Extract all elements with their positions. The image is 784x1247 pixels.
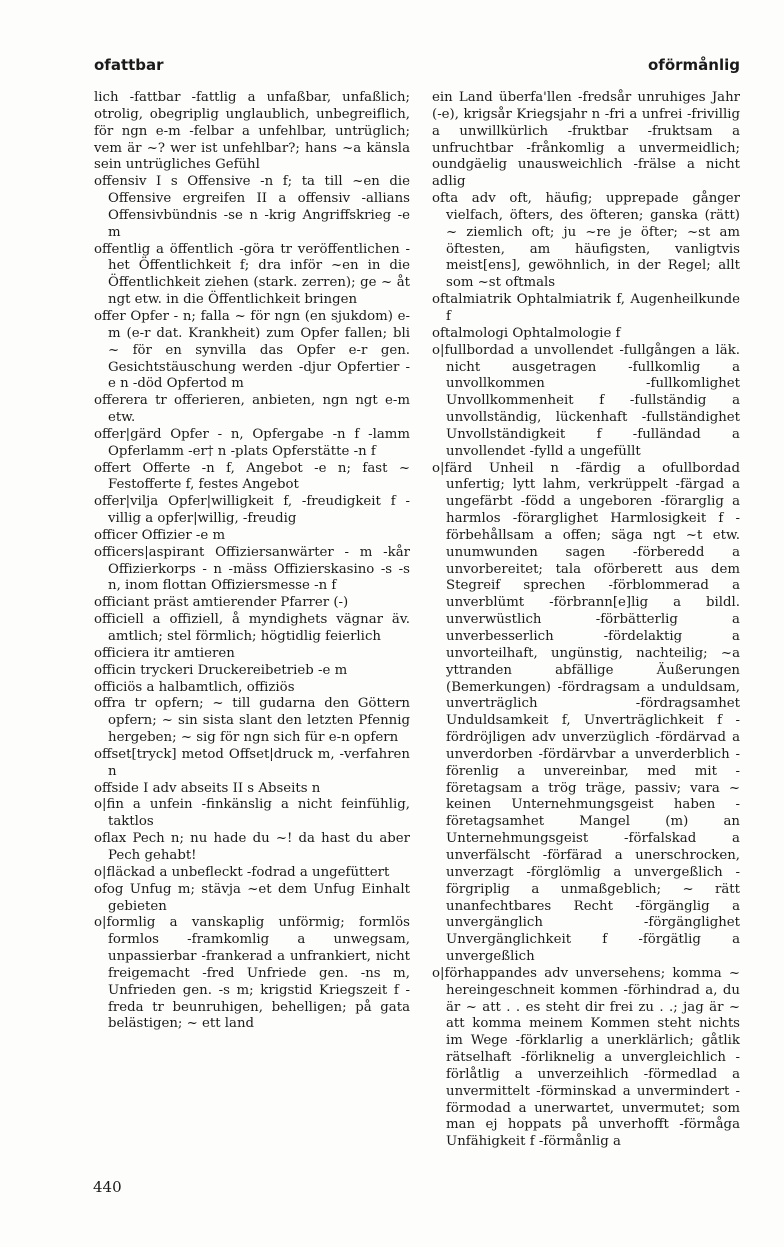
dictionary-entry: o|färd Unheil n -färdig a ofullbordad unfertig; lytt lahm, verkrüppelt -färgad a ungefärbt -född a ungeboren -förarglig a harmlos -förarglighet Harmlosigkeit f -förbehållsam a offen; säga ngt ~t etw. unumwunden sagen -förberedd a unvorbereitet; tala oförberett aus dem Stegreif sprechen -förblommerad a unverblümt -förbrann[e]lig a bildl. unverwüstlich -förbätterlig a unverbesserlich -fördelaktig a unvorteilhaft, ungünstig, nachteilig; ~a yttranden abfällige Äußerungen (Bemerkungen) -fördragsam a unduldsam, unverträglich -fördragsamhet Unduldsamkeit f, Unverträglichkeit f -fördröjligen adv unverzüglich -fördärvad a unverdorben -fördärvbar a unverderblich -förenlig a unvereinbar, med mit -företagsam a trög träge, passiv; vara ~ keinen Unternehmungsgeist haben -företagsamhet Mangel (m) an Unternehmungsgeist -förfalskad a unverfälscht -förfärad a unerschrocken, unverzagt -förglömlig a unvergeßlich -förgriplig a unmaßgeblich; ~ rätt unanfechtbares Recht -förgänglig a unvergänglich -förgänglighet Unvergänglichkeit f -förgätlig a unvergeßlich <box>432 460 740 965</box>
page-number: 440 <box>93 1178 122 1196</box>
dictionary-entry: officer Offizier -e m <box>94 527 226 543</box>
dictionary-entry: o|fin a unfein -finkänslig a nicht feinfühlig, taktlos <box>94 797 410 830</box>
header-last-entry: oförmånlig <box>648 56 740 74</box>
running-header <box>94 56 740 80</box>
dictionary-entry: offensiv I s Offensive -n f; ta till ~en die Offensive ergreifen II a offensiv -allians Offensivbündnis -se n -krig Angriffskrieg -e m <box>94 174 410 240</box>
dictionary-entry: officers|aspirant Offiziersanwärter - m -kår Offizierkorps - n -mäss Offizierskasino -s -s n, inom flottan Offiziersmesse -n f <box>94 544 410 594</box>
dictionary-entry: offerera tr offerieren, anbieten, ngn ngt e-m etw. <box>94 393 410 426</box>
dictionary-entry: o|förhappandes adv unversehens; komma ~ hereingeschneit kommen -förhindrad a, du är ~ att . . es steht dir frei zu . .; jag är ~ att komma meinem Kommen steht nichts im Wege -förklarlig a unerklärlich; gåtlik rätselhaft -förliknelig a unvergleichlich -förlåtlig a unverzeihlich -förmedlad a unvermittelt -förminskad a unvermindert -förmodad a unerwartet, unvermutet; som man ej hoppats på unverhofft -förmåga Unfähigkeit f -förmånlig a <box>432 965 740 1150</box>
dictionary-entry: o|formlig a vanskaplig unförmig; formlös formlos -framkomlig a unwegsam, unpassierbar -frankerad a unfrankiert, nicht freigemacht -fred Unfriede gen. -ns m, Unfrieden gen. -s m; krigstid Kriegszeit f -freda tr beunruhigen, behelligen; på gata belästigen; ~ ett land <box>94 915 410 1032</box>
dictionary-entry: offside I adv abseits II s Abseits n <box>94 780 321 796</box>
dictionary-entry: offentlig a öffentlich -göra tr veröffentlichen -het Öffentlichkeit f; dra inför ~en in die Öffentlichkeit ziehen (stark. zerren); ge ~ åt ngt etw. in die Öffentlichkeit bringen <box>94 241 410 308</box>
dictionary-entry: oftalmologi Ophtalmologie f <box>432 325 621 341</box>
dictionary-entry: officiös a halbamtlich, offiziös <box>94 679 295 695</box>
dictionary-entry: oflax Pech n; nu hade du ~! da hast du aber Pech gehabt! <box>94 831 410 863</box>
dictionary-entry: o|fullbordad a unvollendet -fullgången a läk. nicht ausgetragen -fullkomlig a unvollkommen -fullkomlighet Unvollkommenheit f -fullständig a unvollständig, lückenhaft -fullständighet Unvollständigkeit f -fulländad a unvollendet -fylld a ungefüllt <box>432 342 740 459</box>
dictionary-entry: offert Offerte -n f, Angebot -e n; fast ~ Festofferte f, festes Angebot <box>94 460 410 493</box>
dictionary-entry: offer Opfer - n; falla ~ för ngn (en sjukdom) e-m (e-r dat. Krankheit) zum Opfer fallen; bli ~ för en synvilla das Opfer e-r gen. Gesichtstäuschung werden -djur Opfertier -e n -död Opfertod m <box>94 308 410 392</box>
dictionary-entry: ofta adv oft, häufig; upprepade gånger vielfach, öfters, des öfteren; ganska (rätt) ~ ziemlich oft; ju ~re je öfter; ~st am öftesten, am häufigsten, vanligtvis meist[ens], gewöhnlich, in der Regel; allt som ~st oftmals <box>432 191 740 291</box>
dictionary-entry: ofog Unfug m; stävja ~et dem Unfug Einhalt gebieten <box>94 881 410 914</box>
dictionary-entry: oftalmiatrik Ophtalmiatrik f, Augenheilkunde f <box>432 292 740 324</box>
dictionary-entry: offer|vilja Opfer|willigkeit f, -freudigkeit f -villig a opfer|willig, -freudig <box>94 494 410 527</box>
dictionary-entry: offra tr opfern; ~ till gudarna den Göttern opfern; ~ sin sista slant den letzten Pfennig hergeben; ~ sig för ngn sich für e-n opfern <box>94 696 410 746</box>
left-column <box>94 90 410 1033</box>
right-column <box>432 90 740 1151</box>
dictionary-entry: ein Land überfa'llen -fredsår unruhiges Jahr (-e), krigsår Kriegsjahr n -fri a unfrei -frivillig a unwillkürlich -fruktbar -fruktsam a unfruchtbar -frånkomlig a unvermeidlich; oundgäelig unausweichlich -frälse a nicht adlig <box>432 90 740 190</box>
dictionary-entry: officiant präst amtierender Pfarrer (-) <box>94 595 349 611</box>
dictionary-entry: lich -fattbar -fattlig a unfaßbar, unfaßlich; otrolig, obegriplig unglaublich, unbegreiflich, för ngn e-m -felbar a unfehlbar, untrüglich; vem är ~? wer ist unfehlbar?; hans ~a känsla sein untrügliches Gefühl <box>94 90 410 173</box>
dictionary-entry: offer|gärd Opfer - n, Opfergabe -n f -lamm Opferlamm -er† n -plats Opferstätte -n f <box>94 426 410 459</box>
dictionary-entry: o|fläckad a unbefleckt -fodrad a ungefüttert <box>94 864 390 880</box>
dictionary-entry: officiell a offiziell, å myndighets vägnar äv. amtlich; stel förmlich; högtidlig feierlich <box>94 612 410 644</box>
header-first-entry: ofattbar <box>94 56 164 74</box>
dictionary-entry: officin tryckeri Druckereibetrieb -e m <box>94 662 348 678</box>
dictionary-entry: officiera itr amtieren <box>94 645 235 661</box>
dictionary-entry: offset[tryck] metod Offset|druck m, -verfahren n <box>94 746 410 779</box>
